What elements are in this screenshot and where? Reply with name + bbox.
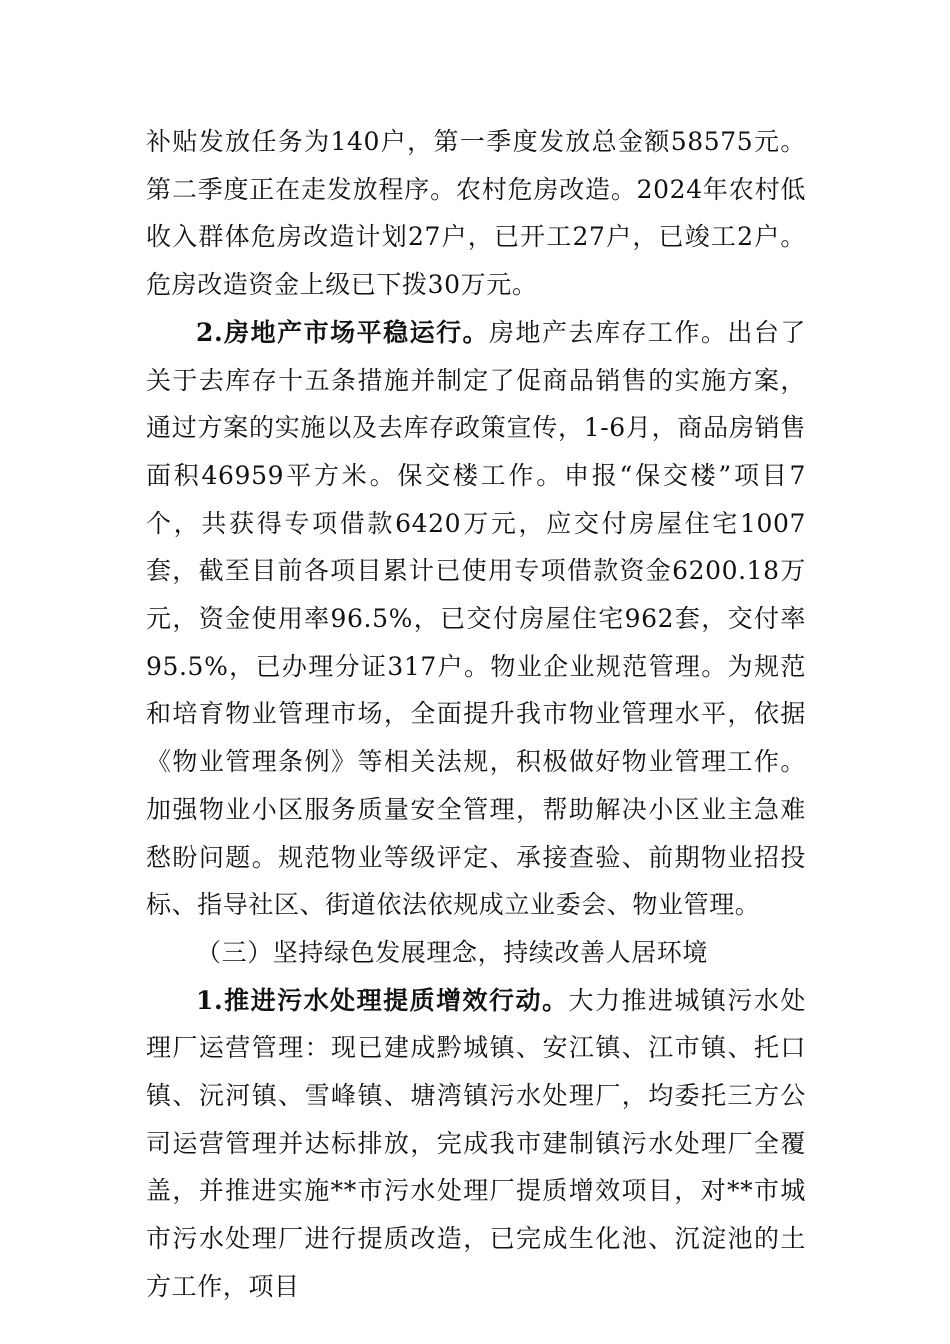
real-estate-body: 房地产去库存工作。出台了关于去库存十五条措施并制定了促商品销售的实施方案，通过方案的实施以及去库存政策宣传，1-6月，商品房销售面积46959平方米。保交楼工作。申报“保交楼”项目7个，共获得专项借款6420万元，应交付房屋住宅1007套，截至目前各项目累计已使用专项借款资金6200.18万元，资金使用率96.5%，已交付房屋住宅962套，交付率95.5%，已办理分证317户。物业企业规范管理。为规范和培育物业管理市场，全面提升我市物业管理水平，依据《物业管理条例》等相关法规，积极做好物业管理工作。加强物业小区服务质量安全管理，帮助解决小区业主急难愁盼问题。规范物业等级评定、承接查验、前期物业招投标、指导社区、街道依法依规成立业委会、物业管理。	[146, 317, 806, 920]
sewage-body: 大力推进城镇污水处理厂运营管理：现已建成黔城镇、安江镇、江市镇、托口镇、沅河镇、雪峰镇、塘湾镇污水处理厂，均委托三方公司运营管理并达标排放，完成我市建制镇污水处理厂全覆盖，并推进实施**市污水处理厂提质增效项目，对**市城市污水处理厂进行提质改造，已完成生化池、沉淀池的土方工作，项目	[146, 985, 806, 1301]
sewage-heading: 1.推进污水处理提质增效行动。	[196, 985, 569, 1015]
document-body	[146, 118, 806, 1311]
section-three-heading: （三）坚持绿色发展理念，持续改善人居环境	[196, 937, 709, 967]
paragraph-real-estate	[146, 309, 806, 929]
paragraph-subsidy: 补贴发放任务为140户，第一季度发放总金额58575元。第二季度正在走发放程序。农村危房改造。2024年农村低收入群体危房改造计划27户，已开工27户，已竣工2户。危房改造资金上级已下拨30万元。	[146, 127, 806, 300]
real-estate-heading: 2.房地产市场平稳运行。	[196, 317, 490, 347]
paragraph-sewage	[146, 977, 806, 1311]
